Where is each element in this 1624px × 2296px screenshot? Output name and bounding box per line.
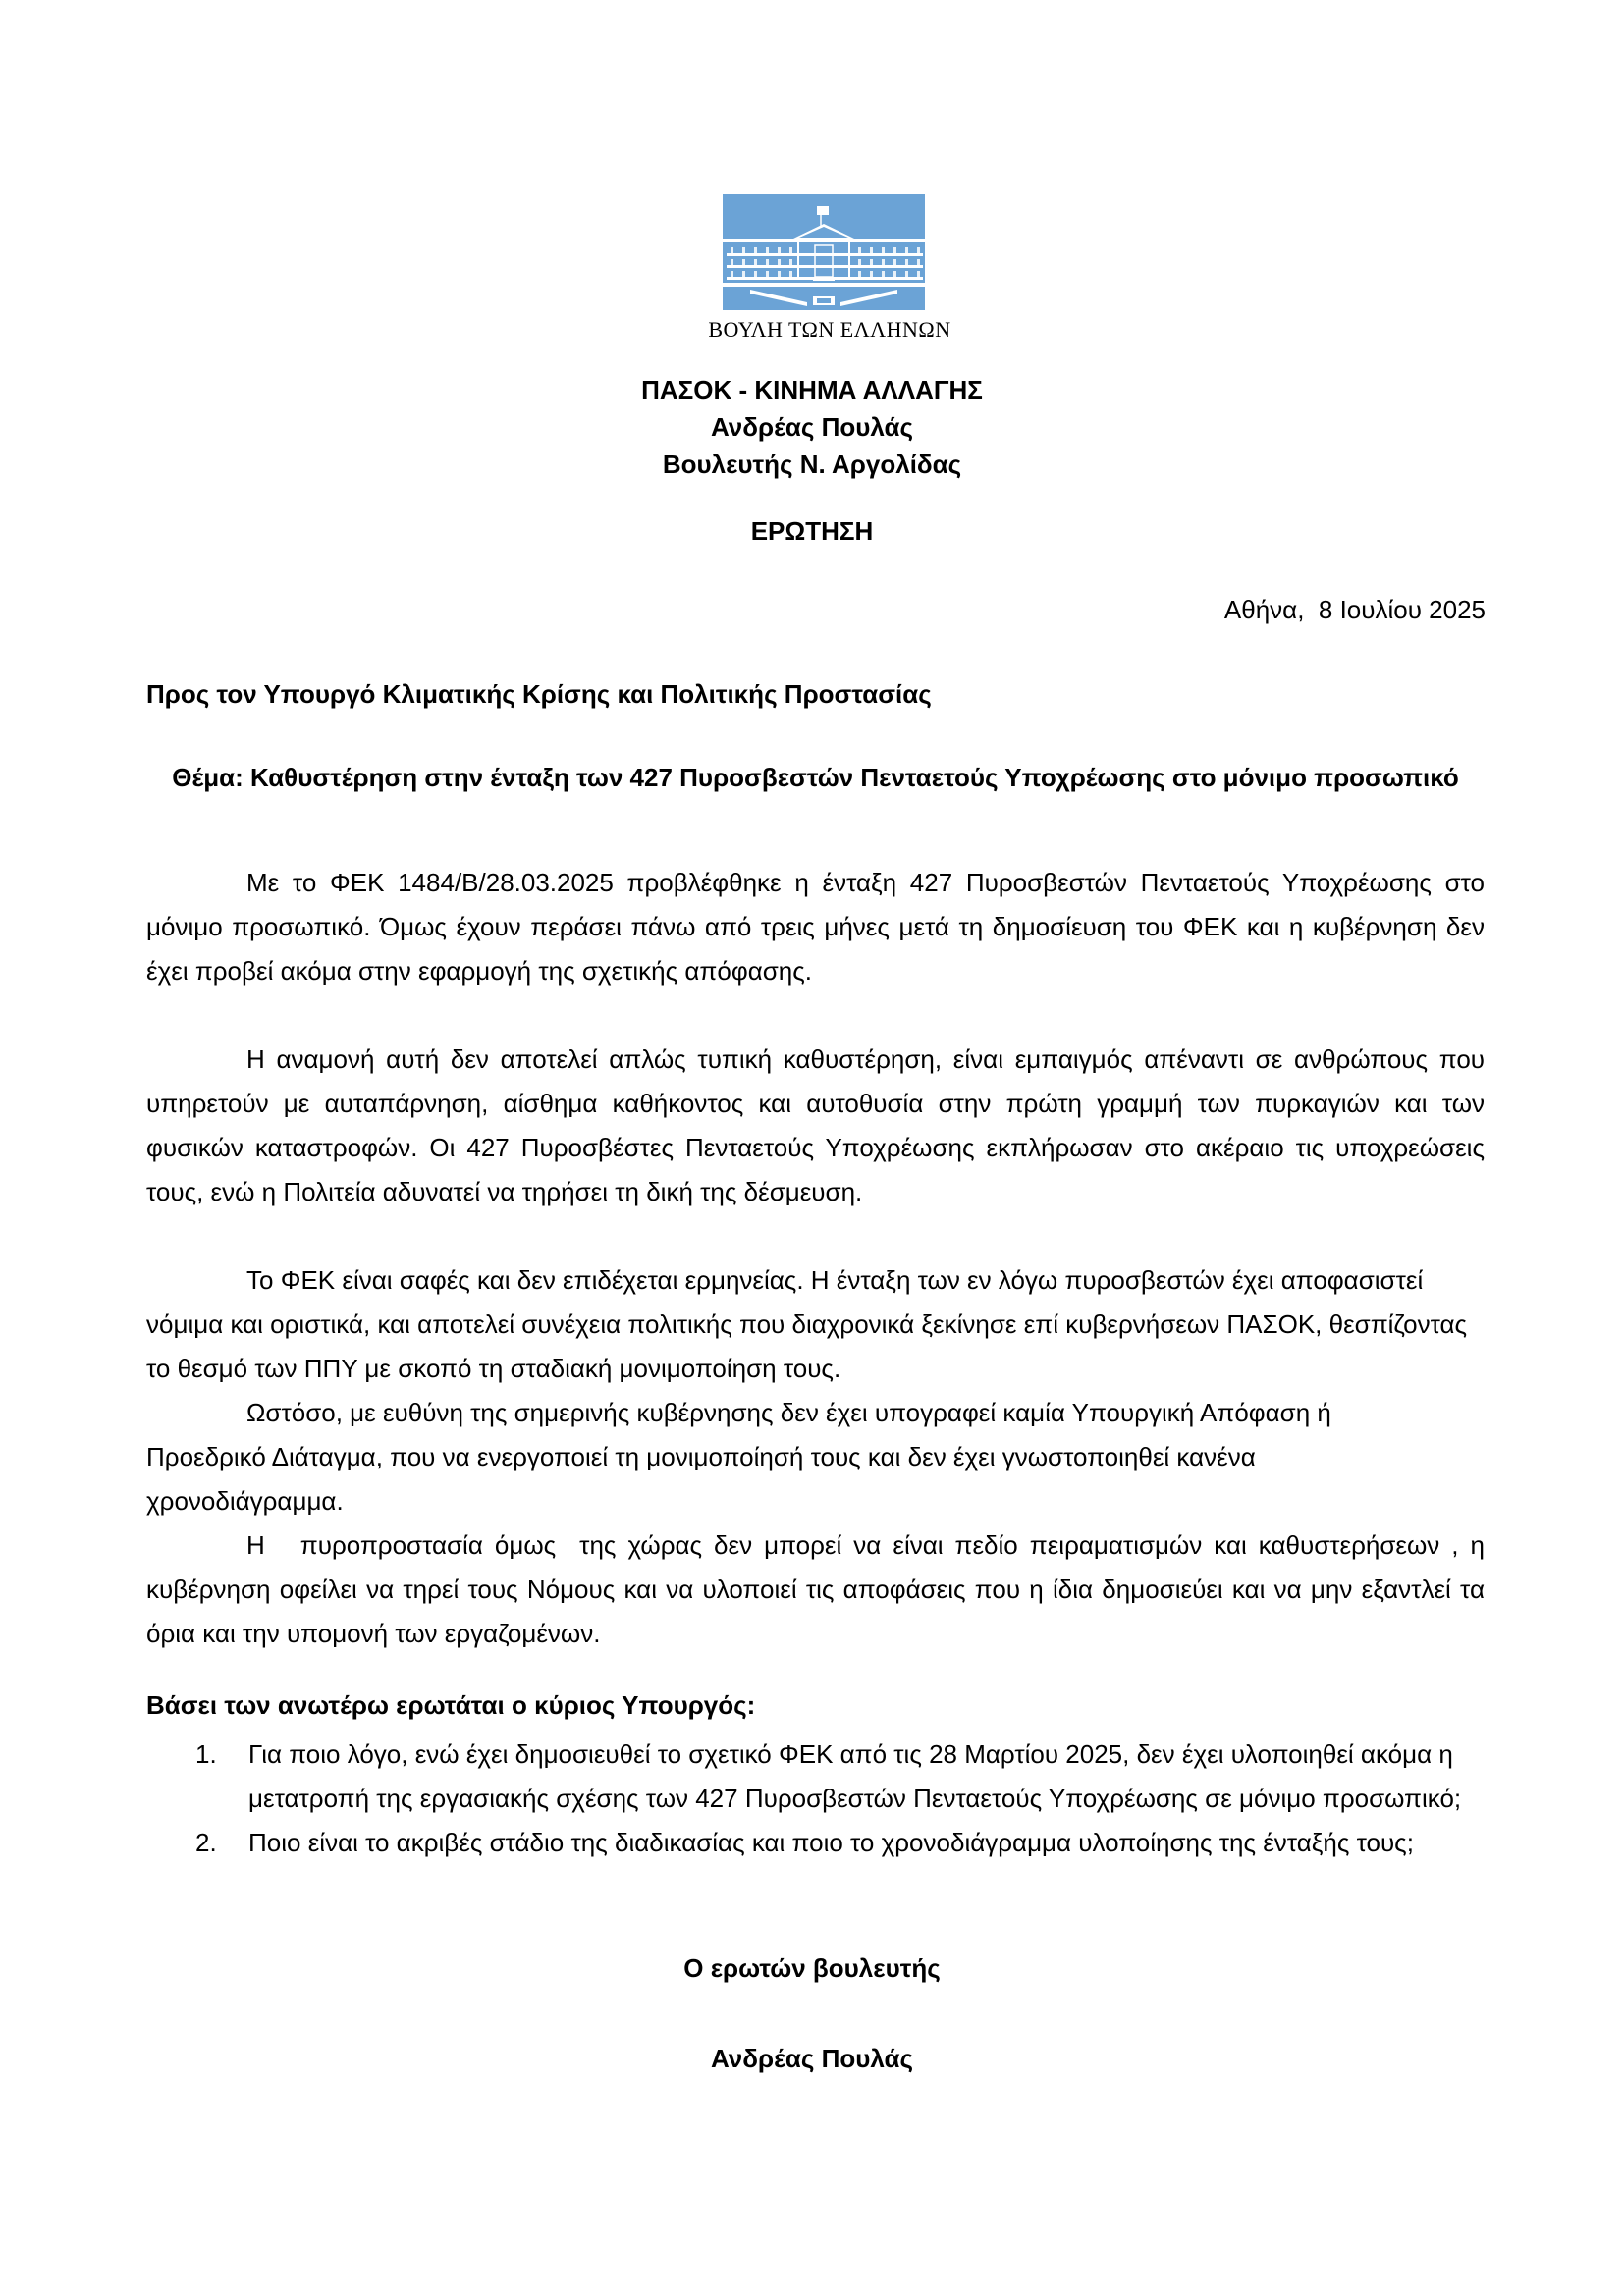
- mp-title: Βουλευτής Ν. Αργολίδας: [662, 450, 962, 479]
- question-text: Για ποιο λόγο, ενώ έχει δημοσιευθεί το σχετικό ΦΕΚ από τις 28 Μαρτίου 2025, δεν έχει υλοποιηθεί ακόμα η μετατροπή της εργασιακής σχέσης των 427 Πυροσβεστών Πενταετούς Υποχρέωσης σε μόνιμο προσωπικό;: [248, 1739, 1462, 1813]
- questions-list: [146, 1733, 1485, 1865]
- question-item: [146, 1733, 1485, 1821]
- document-type: ΕΡΩΤΗΣΗ: [750, 516, 874, 546]
- parliament-logo-caption: ΒΟΥΛΗ ΤΩΝ ΕΛΛΗΝΩΝ: [708, 317, 951, 342]
- document-header: [0, 371, 1624, 483]
- parliament-logo-icon: [723, 194, 925, 316]
- questions-title: Βάσει των ανωτέρω ερωτάται ο κύριος Υπουργός:: [146, 1690, 756, 1720]
- paragraph-text: Το ΦΕΚ είναι σαφές και δεν επιδέχεται ερμηνείας. Η ένταξη των εν λόγω πυροσβεστών έχει αποφασιστεί νόμιμα και οριστικά, και αποτελεί συνέχεια πολιτικής που διαχρονικά ξεκίνησε επί κυβερνήσεων ΠΑΣΟΚ, θεσπίζοντας το θεσμό των ΠΠΥ με σκοπό τη σταδιακή μονιμοποίηση τους.: [146, 1265, 1468, 1383]
- document-date: Αθήνα, 8 Ιουλίου 2025: [1223, 595, 1486, 624]
- paragraph-text: Ωστόσο, με ευθύνη της σημερινής κυβέρνησης δεν έχει υπογραφεί καμία Υπουργική Απόφαση ή Προεδρικό Διάταγμα, που να ενεργοποιεί τη μονιμοποίησή τους και δεν έχει γνωστοποιηθεί κανένα χρονοδιάγραμμα.: [146, 1398, 1331, 1516]
- question-number: 2.: [195, 1828, 217, 1857]
- subject: Θέμα: Καθυστέρηση στην ένταξη των 427 Πυροσβεστών Πενταετούς Υποχρέωσης στο μόνιμο προσωπικό: [172, 763, 1459, 792]
- paragraph-text: Με το ΦΕΚ 1484/Β/28.03.2025 προβλέφθηκε η ένταξη 427 Πυροσβεστών Πενταετούς Υποχρέωσης στο μόνιμο προσωπικό. Όμως έχουν περάσει πάνω από τρεις μήνες μετά τη δημοσίευση του ΦΕΚ και η κυβέρνηση δεν έχει προβεί ακόμα στην εφαρμογή της σχετικής απόφασης.: [146, 868, 1485, 986]
- body-paragraph: [146, 1523, 1492, 1656]
- mp-name: Ανδρέας Πουλάς: [710, 412, 914, 442]
- body-paragraph: [146, 861, 1485, 993]
- body-paragraph: [146, 1038, 1485, 1214]
- body-paragraph: [146, 1258, 1485, 1391]
- signature-name: Ανδρέας Πουλάς: [710, 2044, 914, 2073]
- question-number: 1.: [195, 1739, 217, 1769]
- question-text: Ποιο είναι το ακριβές στάδιο της διαδικασίας και ποιο το χρονοδιάγραμμα υλοποίησης της ένταξής τους;: [248, 1828, 1414, 1857]
- party-name: ΠΑΣΟΚ - ΚΙΝΗΜΑ ΑΛΛΑΓΗΣ: [641, 375, 983, 404]
- paragraph-text: Η αναμονή αυτή δεν αποτελεί απλώς τυπική καθυστέρηση, είναι εμπαιγμός απέναντι σε ανθρώπους που υπηρετούν με αυταπάρνηση, αίσθημα καθήκοντος και αυτοθυσία στην πρώτη γραμμή των πυρκαγιών και των φυσικών καταστροφών. Οι 427 Πυροσβέστες Πενταετούς Υποχρέωσης εκπλήρωσαν στο ακέραιο τις υποχρεώσεις τους, ενώ η Πολιτεία αδυνατεί να τηρήσει τη δική της δέσμευση.: [146, 1044, 1485, 1206]
- recipient: Προς τον Υπουργό Κλιματικής Κρίσης και Πολιτικής Προστασίας: [146, 679, 932, 709]
- signature-title: Ο ερωτών βουλευτής: [683, 1953, 941, 1983]
- question-item: [146, 1821, 1485, 1865]
- paragraph-text: Η πυροπροστασία όμως της χώρας δεν μπορεί να είναι πεδίο πειραματισμών και καθυστερήσεων , η κυβέρνηση οφείλει να τηρεί τους Νόμους και να υλοποιεί τις αποφάσεις που η ίδια δημοσιεύει και να μην εξαντλεί τα όρια και την υπομονή των εργαζομένων.: [146, 1530, 1492, 1648]
- body-paragraph: [146, 1391, 1403, 1523]
